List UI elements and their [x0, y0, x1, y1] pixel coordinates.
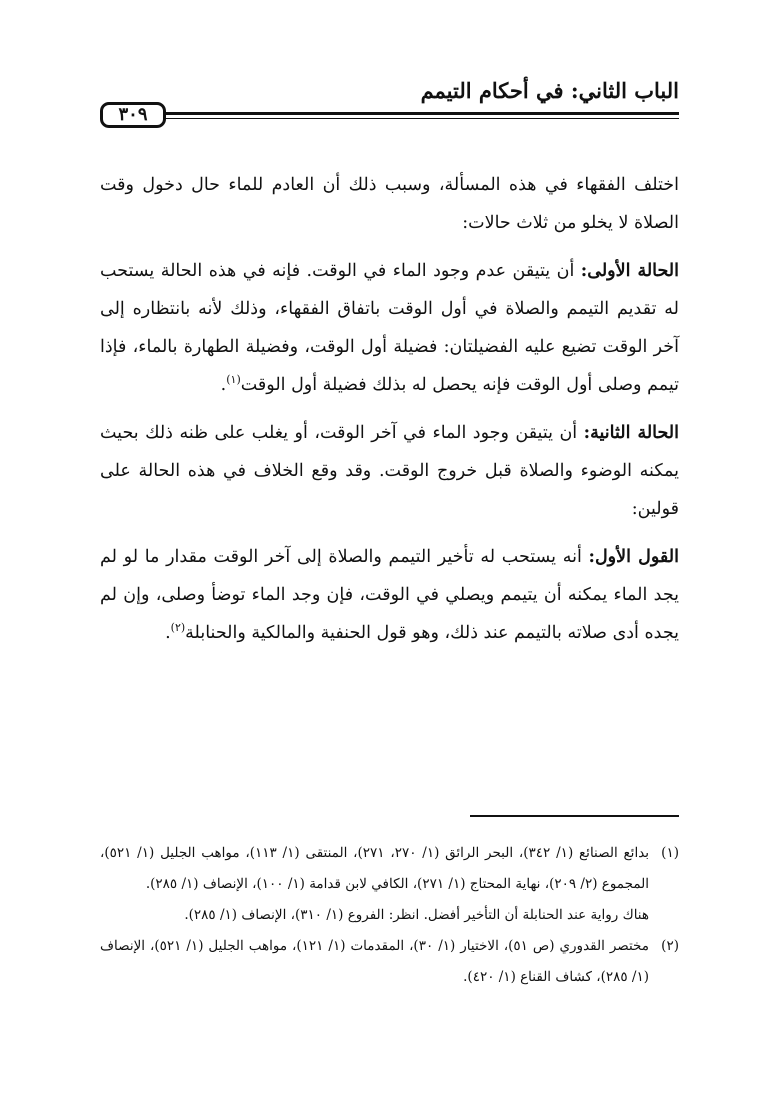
main-text: [100, 166, 679, 662]
case-one-text: أن يتيقن عدم وجود الماء في الوقت. فإنه في هذه الحالة يستحب له تقديم التيمم والصلاة في أول الوقت باتفاق الفقهاء، وذلك لأنه بانتظاره إلى آخر الوقت تضيع عليه الفضيلتان: فضيلة أول الوقت، وفضيلة الطهارة بالماء، فإذا تيمم وصلى أول الوقت فإنه يحصل له بذلك فضيلة أول الوقت: [100, 261, 679, 395]
footnote-2: [100, 931, 679, 993]
case-one-end: .: [220, 375, 227, 395]
footnote-ref-2[interactable]: (٢): [170, 621, 186, 635]
chapter-title: الباب الثاني: في أحكام التيمم: [420, 78, 679, 103]
footnote-2-text: مختصر القدوري (ص ٥١)، الاختيار (١/ ٣٠)، المقدمات (١/ ١٢١)، مواهب الجليل (١/ ٥٢١)، الإنصاف (١/ ٢٨٥)، كشاف القناع (١/ ٤٢٠).: [100, 938, 649, 985]
footnote-1-text: بدائع الصنائع (١/ ٣٤٢)، البحر الرائق (١/ ٢٧٠، ٢٧١)، المنتقى (١/ ١١٣)، مواهب الجليل (١/ ٥٢١)، المجموع (٢/ ٢٠٩)، نهاية المحتاج (١/ ٢٧١)، الكافي لابن قدامة (١/ ١٠٠)، الإنصاف (١/ ٢٨٥).: [100, 845, 650, 892]
intro-paragraph: اختلف الفقهاء في هذه المسألة، وسبب ذلك أن العادم للماء حال دخول وقت الصلاة لا يخلو من ثلاث حالات:: [100, 175, 679, 233]
footnotes: [100, 838, 679, 993]
footnote-ref-1[interactable]: (١): [226, 373, 241, 387]
case-two-paragraph: [100, 414, 679, 528]
page-number: ٣٠٩: [118, 104, 148, 125]
case-one-paragraph: [100, 252, 679, 404]
case-two-label: الحالة الثانية:: [583, 423, 679, 443]
opinion-one-end: .: [165, 623, 171, 643]
footnote-1: [100, 838, 679, 900]
opinion-one-text: أنه يستحب له تأخير التيمم والصلاة إلى آخر الوقت مقدار ما لو لم يجد الماء يمكنه أن يتيمم ويصلي في الوقت، فإن وجد الماء توضأ وصلى، وإن لم يجده أدى صلاته بالتيمم عند ذلك، وهو قول الحنفية والمالكية والحنابلة: [100, 547, 679, 643]
opinion-one-label: القول الأول:: [588, 547, 679, 567]
footnote-2-number: (٢): [661, 938, 679, 954]
footnote-1-note: هناك رواية عند الحنابلة أن التأخير أفضل. انظر: الفروع (١/ ٣١٠)، الإنصاف (١/ ٢٨٥).: [184, 907, 649, 923]
case-two-text: أن يتيقن وجود الماء في آخر الوقت، أو يغلب على ظنه ذلك بحيث يمكنه الوضوء والصلاة قبل خروج الوقت. وقد وقع الخلاف في هذه الحالة على قولين:: [100, 423, 679, 519]
footnote-1-number: (١): [661, 845, 679, 861]
case-one-label: الحالة الأولى:: [580, 261, 679, 281]
page-number-badge: [100, 102, 166, 128]
header-rule-thick: [165, 112, 679, 115]
header-rule-thin: [165, 118, 679, 119]
opinion-one-paragraph: [100, 538, 679, 652]
footnote-separator: [470, 815, 679, 817]
